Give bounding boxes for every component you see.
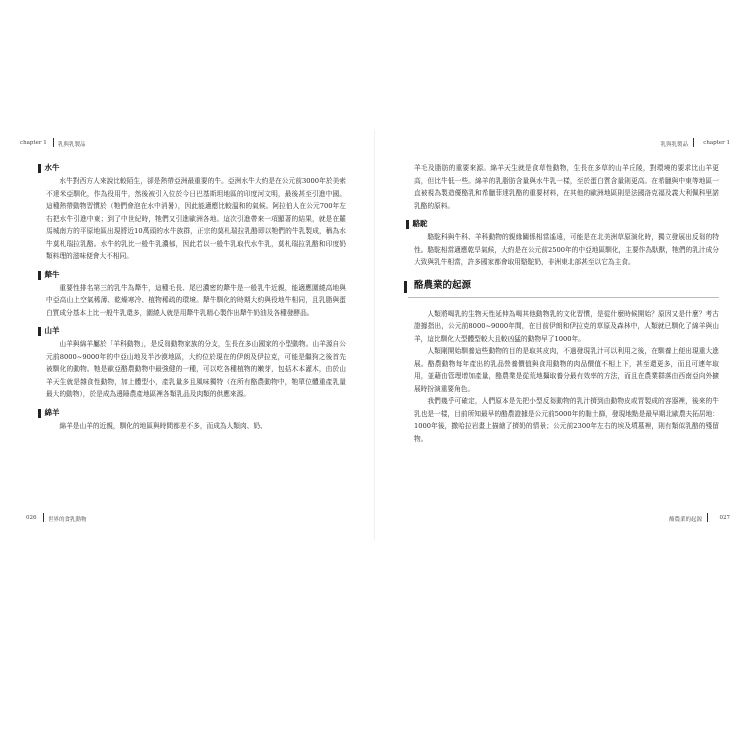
right-page-body: [414, 162, 719, 445]
heading-marker: [38, 409, 41, 418]
page-number: 026: [26, 515, 37, 521]
left-page: [20, 137, 360, 532]
left-page-body: [46, 162, 346, 432]
page-number: 027: [719, 515, 730, 521]
chapter-label: chapter 1: [703, 140, 730, 146]
paragraph: 人類將喝乳的生物天性延伸為喝其他動物乳的文化習慣，是從什麼時候開始？原因又是什麼？考古證據指出，公元前8000~9000年間，在目前伊朗和伊拉克的草原及森林中，人類就已馴化了綿羊與山羊，這比馴化大型體型較大且較凶猛的動物早了1000年。: [414, 309, 719, 343]
folio-divider: [707, 513, 708, 522]
paragraph: 水牛對西方人來說比較陌生，卻是熱帶亞洲最重要的牛。亞洲水牛大約是在公元前3000年於美索不達米亞馴化，作為役用牛，然後被引入位於今日巴基斯坦地區的印度河文明，最後甚至引進中國。這種熱帶動物習慣於（牠們會泡在水中消暑），因此能適應比較溫和的氣候。阿拉伯人在公元700年左右把水牛引進中東；到了中世紀時，牠們又引進歐洲各地。這次引進帶來一項顯著的結果，就是在羅馬城南方的平原地區出現將近10萬頭的水牛族群，正宗的莫札瑞拉乳酪即以牠們的牛乳製成，稱為水牛莫札瑞拉乳酪。水牛的乳比一般牛乳濃郁，因此若以一般牛乳取代水牛乳，莫札瑞拉乳酪和印度奶類料理的滋味便會大不相同。: [46, 177, 346, 260]
major-heading-dairy-origins: 酪農業的起源: [408, 277, 719, 298]
section-heading-camel: 駱駝: [414, 218, 719, 231]
gutter-shadow: [374, 130, 375, 540]
heading-marker: [38, 327, 41, 336]
left-running-head: [20, 137, 360, 151]
right-running-head: [392, 137, 730, 151]
running-head-divider: [53, 138, 54, 147]
section-heading-goat: 山羊: [46, 325, 346, 338]
section-heading-water-buffalo: 水牛: [46, 162, 346, 175]
heading-marker: [38, 271, 41, 280]
running-head-divider: [693, 138, 694, 147]
paragraph: 山羊與綿羊屬於「羊科動物」，是反芻動物家族的分支，生長在多山國家的小型動物。山羊源自公元前8000~9000年的中亞山地及半沙漠地區，大約位於現在的伊朗及伊拉克，可能是繼狗之後首先被馴化的動物。牠是歐亞酪農動物中最強健的一種，可以吃各種植物的嫩芽，包括木本灌木，由於山羊天生就是雜食性動物，加上體型小，產乳量多且風味獨特（在所有酪農動物中，牠單位體重產乳量最大的動物），於是成為邊陲農產地區裡各類乳品及肉類的供應來源。: [46, 340, 346, 398]
chapter-label: chapter 1: [20, 140, 47, 146]
heading-marker: [406, 220, 409, 229]
paragraph: 綿羊是山羊的近親，馴化的地區與時間都差不多，而成為人類肉、奶、: [59, 421, 267, 430]
paragraph: 我們幾乎可確定，人們原本是先把小型反芻動物的乳汁擠到由動物皮或胃製成的容器裡，後來的牛乳也是一樣，目前所知最早的酪農證據是公元前5000年的黏土篩，發現地點是最早期北歐農夫拓居地：1000年後，撒哈拉岩畫上描繪了擠奶的情景；公元前2300年左右的埃及墳墓裡，則有類似乳酪的殘留物。: [414, 397, 719, 443]
paragraph: 重要性排名第三的乳牛為犛牛，這種毛長、尾巴濃密的犛牛是一般乳牛近親，能適應圍繞高地與中亞高山上空氣稀薄、乾燥寒冷、植物稀疏的環境。犛牛馴化的時期大約與役地牛相同，且乳脂與蛋白質成分基本上比一般牛乳還多，圍繞人就是用犛牛乳精心製作出犛牛奶油及各種發酵品。: [46, 283, 346, 317]
section-heading-sheep: 綿羊: [46, 407, 346, 420]
folio-label: 酪農業的起源: [668, 517, 702, 523]
paragraph: 羊毛及脂肪的重要來源。綿羊天生就是食草性動物，生長在多草的山羊丘陵，對環境的要求比山羊更高，但比牛低一些。綿羊的乳脂肪含量與水牛乳一樣，至於蛋白質含量則更高。在希臘與中東等地區一直被視為製造優酪乳和希臘菲達乳酪的重要材料，在其他的歐洲地區則是法國洛克福及義大利佩科里諾乳酪的原料。: [414, 164, 719, 210]
running-head-title: 乳與乳製品: [660, 142, 688, 148]
running-head-title: 乳與乳製品: [58, 142, 86, 148]
paragraph: 駱駝科與牛科、羊科動物的親緣關係相當遙遠，可能是在北美洲草原演化時，獨立發展出反芻的特性。駱駝相當適應乾旱氣候，大約是在公元前2500年的中亞地區馴化，主要作為馱獸，牠們的乳汁成分大致與乳牛相當，許多國家都會取用駱駝奶，非洲東北部甚至以它為主食。: [414, 233, 719, 266]
section-heading-yak: 犛牛: [46, 269, 346, 282]
heading-marker: [38, 164, 41, 173]
paragraph: 人類剛開始馴養這些動物的目的是取其皮肉，不過發現乳汁可以利用之後，在馴養上便出現重大進展。酪農動物每年產出的乳品營養價值與食用動物的肉品價值不相上下，甚至還更多，而且可連年取用，並藉由管理增加產量，酪農業是從荒地攝取養分最有效率的方法，而且在農業群落由西南亞向外擴展時扮演重要角色。: [414, 347, 719, 393]
right-page: [392, 137, 730, 532]
folio-label: 世界的食乳動物: [48, 517, 87, 523]
folio-divider: [43, 513, 44, 522]
heading-marker: [404, 281, 407, 293]
